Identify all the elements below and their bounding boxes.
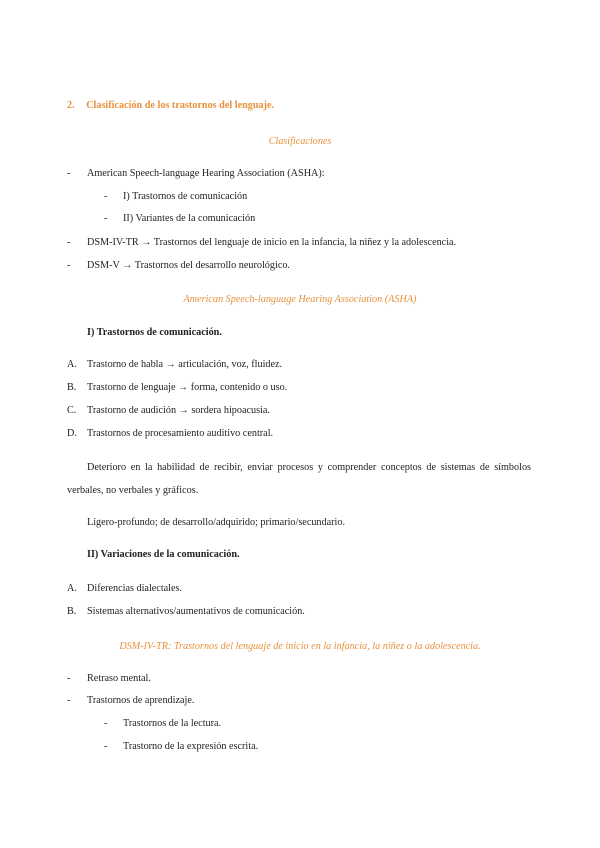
list-item [67, 672, 151, 685]
section-heading [67, 99, 274, 112]
list-marker: - [104, 741, 108, 752]
list-text: Trastornos de la lectura. [123, 718, 222, 729]
list-item [67, 167, 325, 180]
paragraph-deterioro: Deterioro en la habilidad de recibir, enviar procesos y comprender conceptos de sistemas de símbolos verbales, no verbales y gráficos. [67, 462, 531, 496]
list-marker: A. [67, 583, 77, 594]
list-item [104, 212, 255, 225]
list-item [67, 605, 305, 618]
list-item [67, 236, 456, 249]
list-item [67, 259, 290, 272]
list-text: Trastorno de audición → sordera hipoacusia. [87, 405, 270, 416]
paragraph-grado: Ligero-profundo; de desarrollo/adquirido; primario/secundario. [87, 517, 346, 528]
list-text: Retraso mental. [87, 673, 151, 684]
list-marker: - [104, 718, 108, 729]
list-text: Trastornos de aprendizaje. [87, 695, 195, 706]
list-marker: - [104, 213, 108, 224]
list-text: Trastorno de la expresión escrita. [123, 741, 259, 752]
list-marker: C. [67, 405, 77, 416]
list-marker: - [67, 673, 71, 684]
list-text: DSM-V → Trastornos del desarrollo neurológico. [87, 260, 290, 271]
list-marker: - [67, 168, 71, 179]
list-text: DSM-IV-TR → Trastornos del lenguaje de inicio en la infancia, la niñez y la adolescencia. [87, 237, 457, 248]
list-text: I) Trastornos de comunicación [123, 191, 248, 202]
list-text: Trastornos de procesamiento auditivo central. [87, 428, 274, 439]
list-marker: B. [67, 382, 77, 393]
list-text: American Speech-language Hearing Association (ASHA): [87, 168, 325, 179]
list-item [67, 427, 273, 440]
list-item [67, 694, 194, 707]
asha-heading: American Speech-language Hearing Association (ASHA) [183, 294, 417, 305]
list-item [67, 582, 182, 595]
section-number: 2. [67, 100, 75, 111]
list-item [67, 404, 270, 417]
list-text: Sistemas alternativos/aumentativos de comunicación. [87, 606, 305, 617]
list-item [104, 190, 247, 203]
list-text: II) Variantes de la comunicación [123, 213, 256, 224]
clasificaciones-heading: Clasificaciones [268, 136, 332, 147]
list-item [67, 381, 287, 394]
list-text: Trastorno de lenguaje → forma, contenido o uso. [87, 382, 288, 393]
list-marker: - [67, 260, 71, 271]
dsm-heading: DSM-IV-TR: Trastornos del lenguaje de inicio en la infancia, la niñez o la adolescencia. [119, 641, 481, 652]
asha-subheading-2: II) Variaciones de la comunicación. [87, 549, 240, 560]
list-marker: - [104, 191, 108, 202]
list-marker: D. [67, 428, 77, 439]
list-marker: A. [67, 359, 77, 370]
list-item [67, 358, 282, 371]
list-text: Diferencias dialectales. [87, 583, 183, 594]
list-marker: - [67, 695, 71, 706]
list-item [104, 717, 221, 730]
asha-subheading-1: I) Trastornos de comunicación. [87, 327, 222, 338]
section-title: Clasificación de los trastornos del lenguaje. [86, 100, 275, 111]
list-marker: B. [67, 606, 77, 617]
list-marker: - [67, 237, 71, 248]
list-text: Trastorno de habla → articulación, voz, fluidez. [87, 359, 283, 370]
list-item [104, 740, 258, 753]
